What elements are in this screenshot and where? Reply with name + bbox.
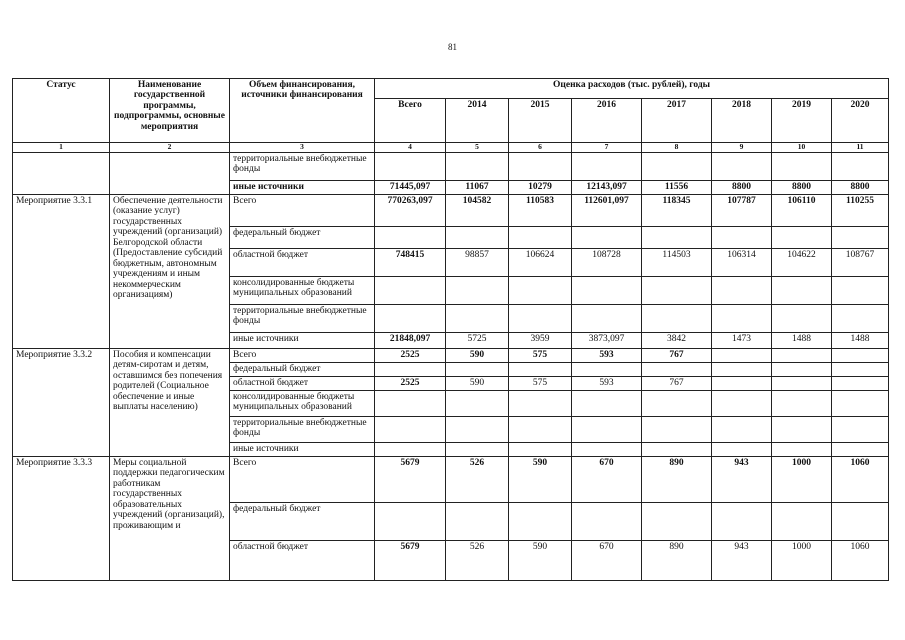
cell-year-value: 3959 bbox=[509, 333, 572, 349]
cell-year-value: 5725 bbox=[446, 333, 509, 349]
cell-year-value bbox=[772, 305, 832, 333]
cell-year-value: 1060 bbox=[832, 541, 889, 581]
cell-year-value bbox=[772, 377, 832, 391]
cell-year-value bbox=[772, 277, 832, 305]
page-number: 81 bbox=[448, 42, 457, 52]
cell-year-value: 590 bbox=[509, 541, 572, 581]
cell-year-value bbox=[832, 363, 889, 377]
cell-year-value: 98857 bbox=[446, 249, 509, 277]
cell-year-value bbox=[509, 443, 572, 457]
cell-year-value: 8800 bbox=[712, 181, 772, 195]
cell-year-value bbox=[572, 277, 642, 305]
cell-year-value bbox=[832, 391, 889, 417]
cell-year-value: 12143,097 bbox=[572, 181, 642, 195]
cell-year-value: 104582 bbox=[446, 195, 509, 227]
cell-year-value: 110255 bbox=[832, 195, 889, 227]
cell-total bbox=[375, 443, 446, 457]
cell-year-value bbox=[832, 377, 889, 391]
activity-status: Мероприятие 3.3.2 bbox=[13, 349, 110, 457]
source-cell: Всего bbox=[230, 349, 375, 363]
header-status: Статус bbox=[13, 79, 110, 143]
cell-year-value: 526 bbox=[446, 457, 509, 503]
cell-total: 5679 bbox=[375, 457, 446, 503]
cell-year-value bbox=[712, 363, 772, 377]
cell-year-value bbox=[832, 227, 889, 249]
cell-year-value: 526 bbox=[446, 541, 509, 581]
column-number: 3 bbox=[230, 143, 375, 153]
cell-year-value bbox=[509, 305, 572, 333]
cell-year-value: 10279 bbox=[509, 181, 572, 195]
cell-total bbox=[375, 227, 446, 249]
column-number: 9 bbox=[712, 143, 772, 153]
cell-year-value: 114503 bbox=[642, 249, 712, 277]
source-cell: территориальные внебюджетные фонды bbox=[230, 305, 375, 333]
cell-year-value: 890 bbox=[642, 457, 712, 503]
activity-name: Пособия и компенсации детям-сиротам и детям, оставшимся без попечения родителей (Социальное обеспечение и иные выплаты населению) bbox=[110, 349, 230, 457]
cell-year-value: 106624 bbox=[509, 249, 572, 277]
cell-year-value bbox=[446, 153, 509, 181]
cell-total bbox=[375, 503, 446, 541]
activity-status: Мероприятие 3.3.3 bbox=[13, 457, 110, 581]
cell-year-value: 670 bbox=[572, 457, 642, 503]
cell-year-value bbox=[642, 363, 712, 377]
cell-total: 748415 bbox=[375, 249, 446, 277]
source-cell: областной бюджет bbox=[230, 377, 375, 391]
cell-year-value: 590 bbox=[509, 457, 572, 503]
cell-year-value bbox=[712, 277, 772, 305]
cell-year-value: 1060 bbox=[832, 457, 889, 503]
source-cell: федеральный бюджет bbox=[230, 363, 375, 377]
cell-year-value bbox=[642, 391, 712, 417]
cell-year-value: 106314 bbox=[712, 249, 772, 277]
source-cell: федеральный бюджет bbox=[230, 503, 375, 541]
cell-year-value: 107787 bbox=[712, 195, 772, 227]
cell-year-value bbox=[642, 417, 712, 443]
header-financing: Объем финансирования, источники финансирования bbox=[230, 79, 375, 143]
cell-year-value: 943 bbox=[712, 541, 772, 581]
cell-year-value bbox=[509, 363, 572, 377]
cell-total bbox=[375, 391, 446, 417]
header-year: 2014 bbox=[446, 99, 509, 143]
header-year: 2015 bbox=[509, 99, 572, 143]
cell-year-value: 590 bbox=[446, 349, 509, 363]
cell-year-value bbox=[712, 305, 772, 333]
cell-year-value bbox=[642, 153, 712, 181]
table-row bbox=[13, 457, 889, 503]
cell-year-value bbox=[446, 227, 509, 249]
column-number: 8 bbox=[642, 143, 712, 153]
column-number: 5 bbox=[446, 143, 509, 153]
cell-year-value: 11067 bbox=[446, 181, 509, 195]
cell-year-value bbox=[832, 417, 889, 443]
source-cell: Всего bbox=[230, 195, 375, 227]
cell-year-value: 112601,097 bbox=[572, 195, 642, 227]
cell-year-value: 3873,097 bbox=[572, 333, 642, 349]
cell-year-value bbox=[509, 277, 572, 305]
column-number: 2 bbox=[110, 143, 230, 153]
header-total: Всего bbox=[375, 99, 446, 143]
source-cell: областной бюджет bbox=[230, 249, 375, 277]
cell-year-value bbox=[446, 391, 509, 417]
cell-year-value: 590 bbox=[446, 377, 509, 391]
cell-year-value bbox=[446, 363, 509, 377]
cell-total bbox=[375, 277, 446, 305]
activity-name: Меры социальной поддержки педагогическим работникам государственных образовательных учреждений (организаций), проживающим и bbox=[110, 457, 230, 581]
cell-year-value: 1488 bbox=[772, 333, 832, 349]
column-number: 6 bbox=[509, 143, 572, 153]
cell-year-value: 8800 bbox=[772, 181, 832, 195]
source-cell: иные источники bbox=[230, 181, 375, 195]
header-year: 2019 bbox=[772, 99, 832, 143]
column-number: 1 bbox=[13, 143, 110, 153]
source-cell: территориальные внебюджетные фонды bbox=[230, 417, 375, 443]
cell-year-value: 8800 bbox=[832, 181, 889, 195]
status-cell bbox=[13, 153, 110, 195]
cell-year-value: 890 bbox=[642, 541, 712, 581]
cell-year-value bbox=[772, 391, 832, 417]
activity-status: Мероприятие 3.3.1 bbox=[13, 195, 110, 349]
cell-year-value bbox=[772, 417, 832, 443]
cell-year-value bbox=[642, 305, 712, 333]
source-cell: консолидированные бюджеты муниципальных образований bbox=[230, 391, 375, 417]
cell-year-value bbox=[832, 349, 889, 363]
cell-year-value: 118345 bbox=[642, 195, 712, 227]
cell-year-value bbox=[832, 443, 889, 457]
cell-year-value: 767 bbox=[642, 349, 712, 363]
cell-total: 2525 bbox=[375, 349, 446, 363]
financing-table bbox=[12, 78, 889, 581]
activity-name: Обеспечение деятельности (оказание услуг) государственных учреждений (организаций) Белгородской области (Предоставление субсидий бюджетным, автономным учреждениям и иным некоммерческим организациям) bbox=[110, 195, 230, 349]
cell-year-value: 11556 bbox=[642, 181, 712, 195]
cell-year-value bbox=[832, 277, 889, 305]
cell-year-value bbox=[572, 305, 642, 333]
cell-year-value bbox=[772, 443, 832, 457]
cell-year-value bbox=[509, 227, 572, 249]
cell-year-value: 104622 bbox=[772, 249, 832, 277]
source-cell: консолидированные бюджеты муниципальных образований bbox=[230, 277, 375, 305]
cell-year-value: 108728 bbox=[572, 249, 642, 277]
cell-year-value bbox=[446, 417, 509, 443]
cell-year-value bbox=[572, 227, 642, 249]
cell-total: 5679 bbox=[375, 541, 446, 581]
cell-year-value bbox=[712, 227, 772, 249]
cell-year-value: 1488 bbox=[832, 333, 889, 349]
table-row bbox=[13, 349, 889, 363]
source-cell: иные источники bbox=[230, 443, 375, 457]
cell-year-value bbox=[572, 391, 642, 417]
cell-year-value: 575 bbox=[509, 377, 572, 391]
source-cell: территориальные внебюджетные фонды bbox=[230, 153, 375, 181]
cell-year-value bbox=[772, 227, 832, 249]
cell-year-value: 593 bbox=[572, 349, 642, 363]
cell-total bbox=[375, 363, 446, 377]
column-number: 11 bbox=[832, 143, 889, 153]
cell-total bbox=[375, 153, 446, 181]
cell-total bbox=[375, 417, 446, 443]
header-estimate: Оценка расходов (тыс. рублей), годы bbox=[375, 79, 889, 99]
cell-total bbox=[375, 305, 446, 333]
table-row bbox=[13, 195, 889, 227]
cell-year-value bbox=[832, 503, 889, 541]
header-year: 2018 bbox=[712, 99, 772, 143]
cell-year-value bbox=[572, 443, 642, 457]
cell-year-value bbox=[642, 443, 712, 457]
cell-year-value bbox=[772, 153, 832, 181]
cell-year-value bbox=[572, 417, 642, 443]
source-cell: Всего bbox=[230, 457, 375, 503]
cell-year-value bbox=[772, 363, 832, 377]
cell-year-value bbox=[446, 503, 509, 541]
cell-year-value bbox=[509, 417, 572, 443]
cell-year-value: 943 bbox=[712, 457, 772, 503]
source-cell: федеральный бюджет bbox=[230, 227, 375, 249]
cell-year-value: 593 bbox=[572, 377, 642, 391]
source-cell: областной бюджет bbox=[230, 541, 375, 581]
name-cell bbox=[110, 153, 230, 195]
cell-year-value bbox=[712, 503, 772, 541]
cell-year-value: 1473 bbox=[712, 333, 772, 349]
cell-year-value bbox=[712, 349, 772, 363]
header-year: 2016 bbox=[572, 99, 642, 143]
cell-year-value: 108767 bbox=[832, 249, 889, 277]
cell-year-value bbox=[712, 377, 772, 391]
cell-year-value: 767 bbox=[642, 377, 712, 391]
cell-year-value bbox=[642, 277, 712, 305]
cell-year-value bbox=[509, 153, 572, 181]
cell-year-value: 110583 bbox=[509, 195, 572, 227]
cell-year-value bbox=[832, 305, 889, 333]
cell-year-value: 3842 bbox=[642, 333, 712, 349]
cell-total: 2525 bbox=[375, 377, 446, 391]
column-number: 7 bbox=[572, 143, 642, 153]
cell-year-value bbox=[712, 443, 772, 457]
cell-total: 21848,097 bbox=[375, 333, 446, 349]
cell-year-value bbox=[642, 503, 712, 541]
source-cell: иные источники bbox=[230, 333, 375, 349]
cell-year-value bbox=[509, 391, 572, 417]
cell-year-value bbox=[446, 277, 509, 305]
cell-year-value bbox=[509, 503, 572, 541]
column-number: 10 bbox=[772, 143, 832, 153]
cell-year-value bbox=[772, 349, 832, 363]
cell-year-value: 1000 bbox=[772, 541, 832, 581]
cell-year-value bbox=[712, 153, 772, 181]
cell-year-value bbox=[572, 153, 642, 181]
cell-total: 770263,097 bbox=[375, 195, 446, 227]
cell-year-value bbox=[446, 305, 509, 333]
cell-year-value: 670 bbox=[572, 541, 642, 581]
cell-year-value bbox=[572, 363, 642, 377]
cell-year-value bbox=[832, 153, 889, 181]
cell-year-value bbox=[712, 417, 772, 443]
cell-year-value bbox=[772, 503, 832, 541]
header-name: Наименование государственной программы, подпрограммы, основные мероприятия bbox=[110, 79, 230, 143]
cell-year-value: 1000 bbox=[772, 457, 832, 503]
column-number: 4 bbox=[375, 143, 446, 153]
table-row bbox=[13, 153, 889, 181]
header-year: 2020 bbox=[832, 99, 889, 143]
cell-year-value bbox=[712, 391, 772, 417]
cell-total: 71445,097 bbox=[375, 181, 446, 195]
cell-year-value: 106110 bbox=[772, 195, 832, 227]
cell-year-value: 575 bbox=[509, 349, 572, 363]
cell-year-value bbox=[642, 227, 712, 249]
cell-year-value bbox=[446, 443, 509, 457]
header-year: 2017 bbox=[642, 99, 712, 143]
cell-year-value bbox=[572, 503, 642, 541]
